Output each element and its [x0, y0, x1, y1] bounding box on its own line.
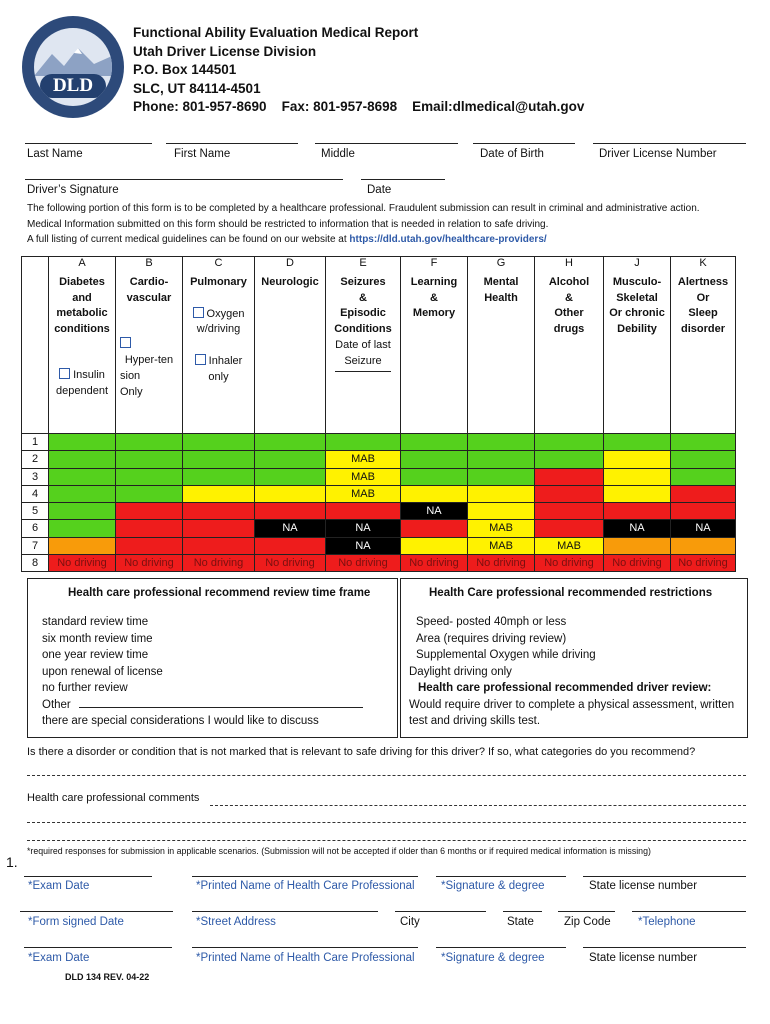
notice-line-3: A full listing of current medical guidelines can be found on our website at https://dld.utah.gov/healthcare-providers/	[27, 234, 547, 245]
column-C: Pulmonary Oxygen w/driving Inhaler only	[183, 275, 255, 434]
comments-line-1[interactable]	[210, 805, 746, 806]
grid-cell-B7[interactable]	[116, 537, 183, 554]
restriction-option[interactable]: Area (requires driving review)	[416, 632, 567, 645]
comments-label: Health care professional comments	[27, 792, 200, 804]
level-row-8	[22, 555, 736, 572]
cardio-checkbox[interactable]	[120, 337, 131, 348]
grid-cell-G4[interactable]	[468, 485, 535, 502]
signature-degree-field[interactable]: *Signature & degree	[441, 880, 545, 892]
grid-cell-C3[interactable]	[183, 468, 255, 485]
grid-cell-B6[interactable]	[116, 520, 183, 537]
zip-code-field[interactable]: Zip Code	[564, 916, 611, 928]
grid-cell-F6[interactable]	[401, 520, 468, 537]
signature-degree-field-2[interactable]: *Signature & degree	[441, 952, 545, 964]
review-option[interactable]: six month review time	[42, 632, 153, 645]
form-id: DLD 134 REV. 04-22	[65, 972, 150, 982]
review-option[interactable]: one year review time	[42, 649, 149, 661]
column-K: Alertness Or Sleep disorder	[671, 275, 736, 434]
grid-cell-C6[interactable]	[183, 520, 255, 537]
license-label: Driver License Number	[599, 148, 717, 160]
column-letter-B: B	[116, 257, 183, 276]
grid-cell-B8[interactable]: No driving	[116, 555, 183, 572]
grid-cell-J3[interactable]	[604, 468, 671, 485]
inhaler-checkbox[interactable]	[195, 354, 206, 365]
grid-cell-D6[interactable]: NA	[255, 520, 326, 537]
grid-cell-A6[interactable]	[49, 520, 116, 537]
review-option[interactable]: standard review time	[42, 616, 149, 628]
grid-cell-F8[interactable]: No driving	[401, 555, 468, 572]
grid-cell-J8[interactable]: No driving	[604, 555, 671, 572]
form-signed-date-field[interactable]: *Form signed Date	[28, 916, 124, 928]
seal-text: DLD	[40, 74, 106, 98]
contact-info: Phone: 801-957-8690 Fax: 801-957-8698 Email:dlmedical@utah.gov	[133, 99, 585, 115]
grid-cell-K3[interactable]	[671, 468, 736, 485]
grid-cell-H6[interactable]	[535, 520, 604, 537]
level-row-3	[22, 468, 736, 485]
required-note: *required responses for submission in applicable scenarios. (Submission will not be accepted if older than 6 months or if required medical information is missing)	[27, 846, 651, 856]
review-option[interactable]: upon renewal of license	[42, 665, 163, 678]
column-E: Seizures & Episodic Conditions Date of last Seizure	[326, 275, 401, 434]
notice-line-1: The following portion of this form is to be completed by a healthcare professional. Fraudulent submission can result in criminal and administrative action.	[27, 203, 700, 214]
grid-cell-B2[interactable]	[116, 451, 183, 468]
grid-cell-K7[interactable]	[671, 537, 736, 554]
grid-cell-F2[interactable]	[401, 451, 468, 468]
city-state: SLC, UT 84114-4501	[133, 80, 261, 96]
grid-cell-D2[interactable]	[255, 451, 326, 468]
grid-cell-K4[interactable]	[671, 485, 736, 502]
grid-cell-F1[interactable]	[401, 434, 468, 451]
grid-cell-K6[interactable]: NA	[671, 520, 736, 537]
grid-cell-K1[interactable]	[671, 434, 736, 451]
restriction-options	[409, 614, 734, 730]
grid-cell-G6[interactable]: MAB	[468, 520, 535, 537]
notice-line-2: Medical Information submitted on this form should be restricted to information that is needed in relation to safe driving.	[27, 219, 549, 230]
grid-cell-K5[interactable]	[671, 503, 736, 520]
review-time-panel	[27, 578, 398, 738]
grid-cell-E8[interactable]: No driving	[326, 555, 401, 572]
grid-cell-C2[interactable]	[183, 451, 255, 468]
comments-line-2[interactable]	[27, 822, 746, 823]
hcp-printed-name-field-2[interactable]: *Printed Name of Health Care Professional	[196, 952, 415, 964]
grid-cell-A7[interactable]	[49, 537, 116, 554]
unmarked-condition-question: Is there a disorder or condition that is not marked that is relevant to safe driving for this driver? If so, what categories do you recommend?	[27, 746, 696, 758]
review-panel-title: Health care professional recommend review time frame	[68, 587, 371, 599]
grid-cell-D7[interactable]	[255, 537, 326, 554]
column-A: Diabetes and metabolic conditions Insulin dependent	[49, 275, 116, 434]
grid-cell-H7[interactable]: MAB	[535, 537, 604, 554]
grid-cell-A2[interactable]	[49, 451, 116, 468]
driver-review-text[interactable]: Would require driver to complete a physical assessment, written	[409, 698, 735, 711]
grid-cell-C7[interactable]	[183, 537, 255, 554]
state-license-field-2[interactable]: State license number	[589, 952, 698, 964]
level-number: 3	[22, 468, 49, 485]
grid-cell-F3[interactable]	[401, 468, 468, 485]
grid-cell-G2[interactable]	[468, 451, 535, 468]
form-title: Functional Ability Evaluation Medical Report	[133, 25, 419, 40]
column-H: Alcohol & Other drugs	[535, 275, 604, 434]
question-answer-line[interactable]	[27, 775, 746, 776]
grid-cell-C8[interactable]: No driving	[183, 555, 255, 572]
level-number: 8	[22, 555, 49, 572]
grid-cell-H4[interactable]	[535, 485, 604, 502]
review-option[interactable]: no further review	[42, 682, 128, 694]
grid-cell-G3[interactable]	[468, 468, 535, 485]
grid-cell-D8[interactable]: No driving	[255, 555, 326, 572]
grid-cell-F5[interactable]: NA	[401, 503, 468, 520]
grid-cell-G1[interactable]	[468, 434, 535, 451]
seizure-date-line[interactable]	[335, 371, 391, 372]
column-letter-K: K	[671, 257, 736, 276]
restriction-option[interactable]: Daylight driving only	[409, 665, 512, 678]
restriction-option[interactable]: Supplemental Oxygen while driving	[416, 649, 596, 661]
restrictions-panel-title: Health Care professional recommended restrictions	[429, 587, 713, 599]
grid-cell-A3[interactable]	[49, 468, 116, 485]
grid-cell-G7[interactable]: MAB	[468, 537, 535, 554]
grid-cell-A8[interactable]: No driving	[49, 555, 116, 572]
column-D: Neurologic	[255, 275, 326, 434]
grid-cell-B4[interactable]	[116, 485, 183, 502]
column-B: Cardio- vascular Hyper-ten sion Only	[116, 275, 183, 434]
insulin-checkbox[interactable]	[59, 368, 70, 379]
grid-cell-E3[interactable]: MAB	[326, 468, 401, 485]
first-name-label: First Name	[174, 148, 231, 160]
level-row-6	[22, 520, 736, 537]
level-number: 1	[22, 434, 49, 451]
level-row-4	[22, 485, 736, 502]
grid-cell-E6[interactable]: NA	[326, 520, 401, 537]
grid-cell-C1[interactable]	[183, 434, 255, 451]
date-label: Date	[367, 184, 392, 196]
column-J: Musculo- Skeletal Or chronic Debility	[604, 275, 671, 434]
level-number: 4	[22, 485, 49, 502]
review-option[interactable]: Other	[42, 697, 363, 714]
exam-date-field[interactable]: *Exam Date	[28, 880, 90, 892]
grid-cell-D3[interactable]	[255, 468, 326, 485]
grid-cell-H8[interactable]: No driving	[535, 555, 604, 572]
column-letter-E: E	[326, 257, 401, 276]
oxygen-checkbox[interactable]	[193, 307, 204, 318]
grid-cell-J2[interactable]	[604, 451, 671, 468]
level-row-7	[22, 537, 736, 554]
grid-cell-G5[interactable]	[468, 503, 535, 520]
column-letter-A: A	[49, 257, 116, 276]
grid-cell-H1[interactable]	[535, 434, 604, 451]
driver-review-text-2: test and driving skills test.	[409, 715, 541, 727]
grid-cell-B1[interactable]	[116, 434, 183, 451]
restrictions-panel	[400, 578, 748, 738]
level-number: 7	[22, 537, 49, 554]
grid-cell-C5[interactable]	[183, 503, 255, 520]
exam-date-field-2[interactable]: *Exam Date	[28, 952, 90, 964]
grid-cell-J6[interactable]: NA	[604, 520, 671, 537]
grid-cell-A4[interactable]	[49, 485, 116, 502]
last-name-label: Last Name	[27, 148, 83, 160]
state-license-field[interactable]: State license number	[589, 880, 698, 892]
middle-label: Middle	[321, 148, 355, 160]
grid-cell-E4[interactable]: MAB	[326, 485, 401, 502]
driver-review-title: Health care professional recommended driver review:	[418, 682, 712, 694]
dob-label: Date of Birth	[480, 148, 544, 160]
department-seal	[22, 16, 124, 118]
grid-cell-H3[interactable]	[535, 468, 604, 485]
comments-line-3[interactable]	[27, 840, 746, 841]
hcp-printed-name-field[interactable]: *Printed Name of Health Care Professional	[196, 880, 415, 892]
column-title-row	[22, 275, 736, 434]
column-header-row	[22, 257, 736, 276]
column-letter-C: C	[183, 257, 255, 276]
grid-cell-K2[interactable]	[671, 451, 736, 468]
street-address-field[interactable]: *Street Address	[196, 916, 276, 928]
telephone-field[interactable]: *Telephone	[638, 916, 696, 928]
grid-cell-J4[interactable]	[604, 485, 671, 502]
grid-cell-F4[interactable]	[401, 485, 468, 502]
mountain-icon	[34, 46, 112, 76]
grid-cell-E2[interactable]: MAB	[326, 451, 401, 468]
column-letter-J: J	[604, 257, 671, 276]
grid-cell-J7[interactable]	[604, 537, 671, 554]
level-row-1	[22, 434, 736, 451]
guidelines-link[interactable]: https://dld.utah.gov/healthcare-providers/	[349, 234, 547, 245]
grid-cell-D4[interactable]	[255, 485, 326, 502]
review-options	[42, 614, 363, 730]
level-row-5	[22, 503, 736, 520]
grid-cell-H5[interactable]	[535, 503, 604, 520]
grid-cell-A5[interactable]	[49, 503, 116, 520]
grid-cell-C4[interactable]	[183, 485, 255, 502]
state-field[interactable]: State	[507, 916, 534, 928]
grid-cell-G8[interactable]: No driving	[468, 555, 535, 572]
level-row-2	[22, 451, 736, 468]
grid-cell-F7[interactable]	[401, 537, 468, 554]
form-header	[133, 24, 584, 117]
level-number: 6	[22, 520, 49, 537]
city-field[interactable]: City	[400, 916, 420, 928]
column-G: Mental Health	[468, 275, 535, 434]
grid-cell-E5[interactable]	[326, 503, 401, 520]
list-number: 1.	[6, 854, 18, 870]
grid-cell-D5[interactable]	[255, 503, 326, 520]
grid-cell-K8[interactable]: No driving	[671, 555, 736, 572]
grid-cell-J1[interactable]	[604, 434, 671, 451]
grid-cell-E7[interactable]: NA	[326, 537, 401, 554]
column-letter-F: F	[401, 257, 468, 276]
grid-cell-H2[interactable]	[535, 451, 604, 468]
level-number: 5	[22, 503, 49, 520]
review-option[interactable]: there are special considerations I would like to discuss	[42, 715, 319, 727]
grid-cell-D1[interactable]	[255, 434, 326, 451]
grid-cell-A1[interactable]	[49, 434, 116, 451]
column-letter-G: G	[468, 257, 535, 276]
column-letter-D: D	[255, 257, 326, 276]
grid-cell-J5[interactable]	[604, 503, 671, 520]
grid-cell-E1[interactable]	[326, 434, 401, 451]
grid-cell-B5[interactable]	[116, 503, 183, 520]
functional-ability-grid	[21, 256, 736, 572]
division-name: Utah Driver License Division	[133, 43, 317, 59]
column-F: Learning & Memory	[401, 275, 468, 434]
grid-cell-B3[interactable]	[116, 468, 183, 485]
level-number: 2	[22, 451, 49, 468]
column-letter-H: H	[535, 257, 604, 276]
signature-label: Driver’s Signature	[27, 184, 119, 196]
po-box: P.O. Box 144501	[133, 62, 237, 78]
restriction-option[interactable]: Speed- posted 40mph or less	[416, 616, 567, 628]
